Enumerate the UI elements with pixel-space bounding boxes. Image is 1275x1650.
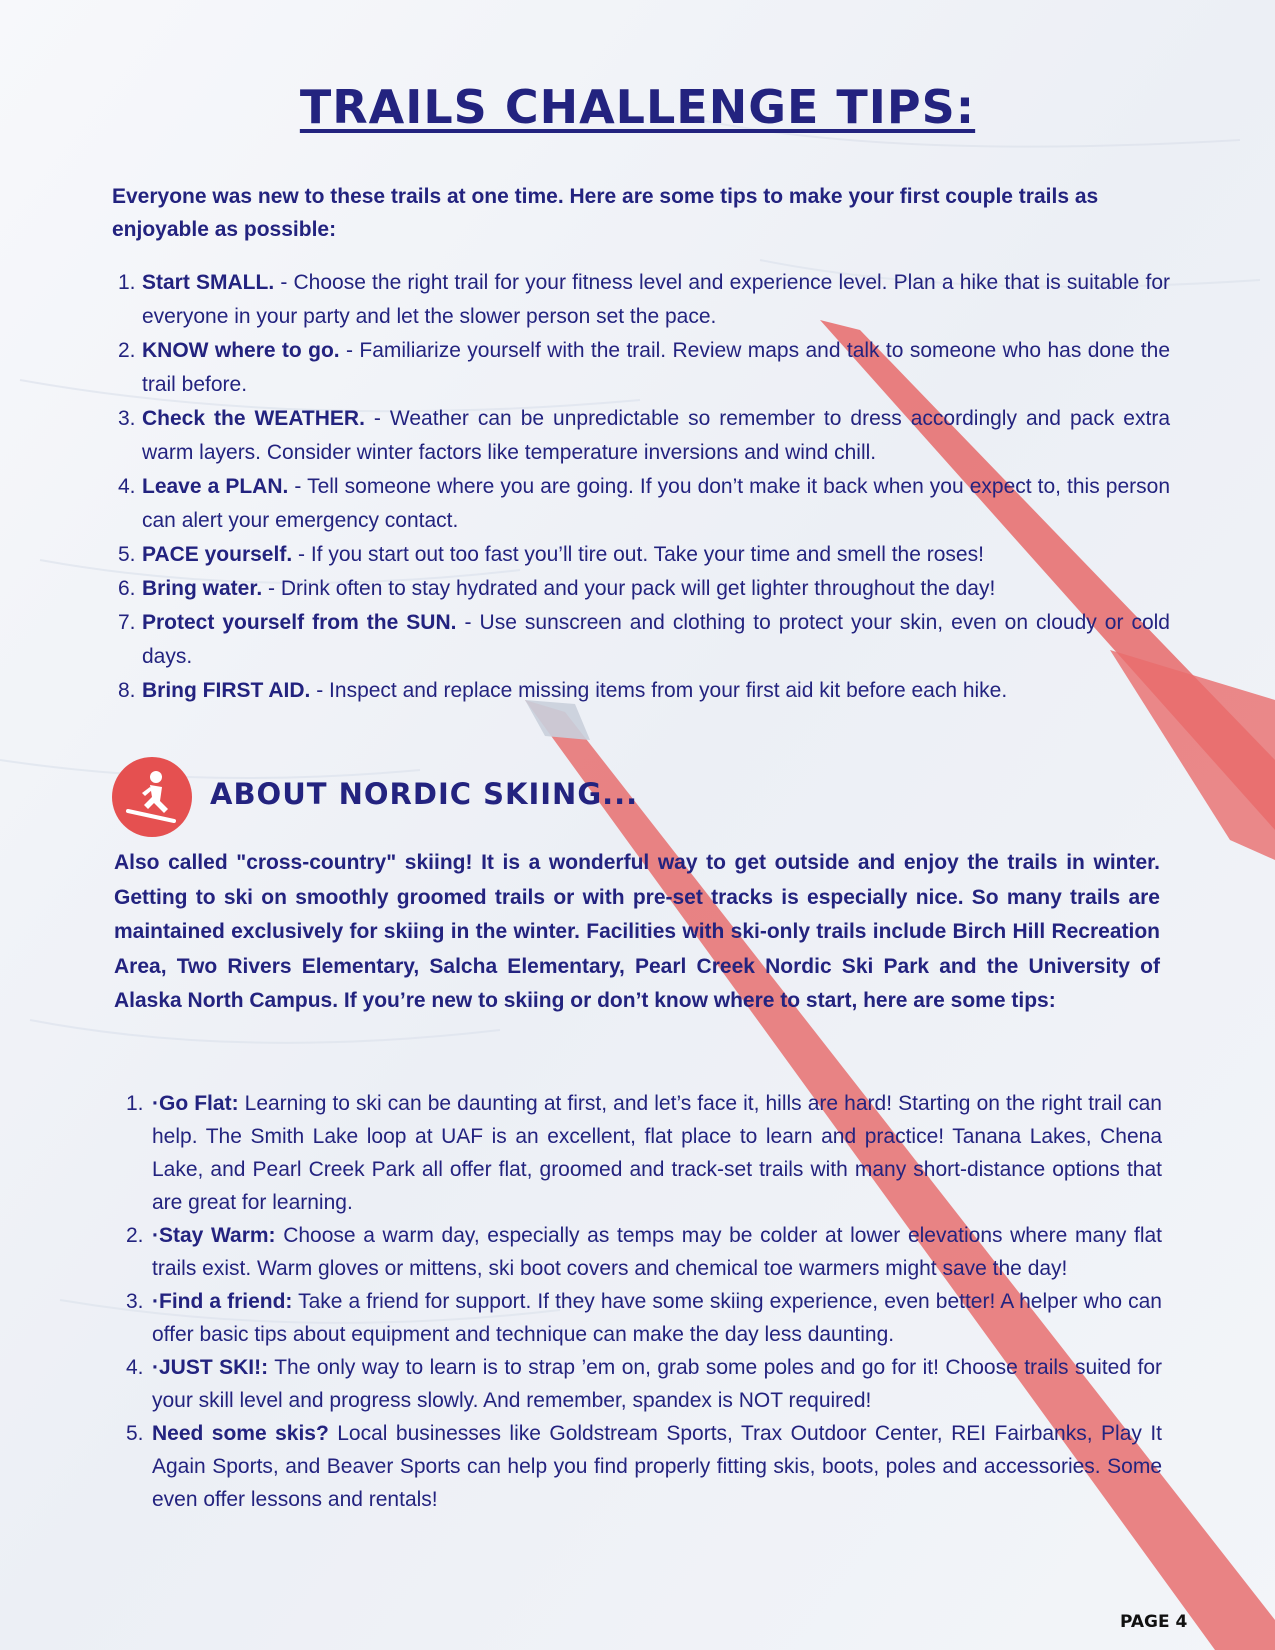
item-number: 2. [126, 1224, 144, 1247]
list-item [126, 1219, 1162, 1285]
trail-tips-list [118, 266, 1170, 708]
list-item [126, 1417, 1162, 1516]
item-text: - Inspect and replace missing items from your first aid kit before each hike. [310, 679, 1008, 702]
nordic-section-header [112, 757, 1012, 839]
item-heading: Leave a PLAN. [142, 475, 289, 498]
item-text: Choose a warm day, especially as temps may be colder at lower elevations where many flat trails exist. Warm gloves or mittens, ski boot covers and chemical toe warmers might save the day! [152, 1224, 1162, 1280]
list-item [126, 1285, 1162, 1351]
item-heading: KNOW where to go. [142, 339, 340, 362]
skier-icon [112, 757, 192, 837]
item-heading: Protect yourself from the SUN. [142, 611, 457, 634]
skier-badge [112, 757, 192, 837]
item-heading: ·Stay Warm: [152, 1224, 276, 1247]
item-number: 4. [126, 1356, 144, 1379]
list-item [126, 1351, 1162, 1417]
item-text: Local businesses like Goldstream Sports, Trax Outdoor Center, REI Fairbanks, Play It Again Sports, and Beaver Sports can help you find properly fitting skis, boots, poles and accessories. Some even offer lessons and rentals! [152, 1422, 1162, 1511]
item-text: Take a friend for support. If they have some skiing experience, even better! A helper who can offer basic tips about equipment and technique can make the day less daunting. [152, 1290, 1162, 1346]
item-heading: Bring FIRST AID. [142, 679, 311, 702]
item-number: 2. [118, 339, 136, 362]
item-number: 8. [118, 679, 136, 702]
about-text: Also called "cross-country" skiing! It is a wonderful way to get outside and enjoy the trails in winter. Getting to ski on smoothly groomed trails or with pre-set tracks is especially nice. So many trails are maintained exclusively for skiing in the winter. Facilities with ski-only trails include Birch Hill Recreation Area, Two Rivers Elementary, Salcha Elementary, Pearl Creek Nordic Ski Park and the University of Alaska North Campus. If you’re new to skiing or don’t know where to start, here are some tips: [114, 851, 1160, 1012]
page-title: TRAILS CHALLENGE TIPS: [299, 80, 976, 134]
list-item [118, 606, 1170, 674]
item-number: 5. [118, 543, 136, 566]
item-heading: Need some skis? [152, 1422, 329, 1445]
item-heading: Start SMALL. [142, 271, 275, 294]
item-text: - Familiarize yourself with the trail. Review maps and talk to someone who has done the trail before. [142, 339, 1171, 396]
item-text: - Use sunscreen and clothing to protect your skin, even on cloudy or cold days. [142, 611, 1170, 668]
list-item [118, 402, 1170, 470]
item-number: 3. [118, 407, 136, 430]
item-number: 3. [126, 1290, 144, 1313]
item-number: 7. [118, 611, 136, 634]
item-text: - Weather can be unpredictable so remember to dress accordingly and pack extra warm layers. Consider winter factors like temperature inversions and wind chill. [142, 407, 1170, 464]
item-text: - Drink often to stay hydrated and your pack will get lighter throughout the day! [262, 577, 996, 600]
section-title: ABOUT NORDIC SKIING... [210, 777, 639, 811]
item-number: 1. [118, 271, 136, 294]
list-item [118, 572, 1170, 606]
list-item [118, 538, 1170, 572]
item-heading: Check the WEATHER. [142, 407, 365, 430]
item-text: - Choose the right trail for your fitness level and experience level. Plan a hike that is suitable for everyone in your party and let the slower person set the pace. [142, 271, 1170, 328]
item-text: - If you start out too fast you’ll tire out. Take your time and smell the roses! [292, 543, 984, 566]
item-heading: ·Find a friend: [152, 1290, 293, 1313]
list-item [126, 1087, 1162, 1219]
item-heading: Bring water. [142, 577, 263, 600]
item-number: 5. [126, 1422, 144, 1445]
list-item [118, 674, 1170, 708]
ski-tips-list [126, 1087, 1162, 1516]
item-heading: ·JUST SKI!: [152, 1356, 269, 1379]
item-text: The only way to learn is to strap ’em on, grab some poles and go for it! Choose trails suited for your skill level and progress slowly. And remember, spandex is NOT required! [152, 1356, 1162, 1412]
item-number: 4. [118, 475, 136, 498]
item-number: 1. [126, 1092, 144, 1115]
intro-text: Everyone was new to these trails at one time. Here are some tips to make your first couple trails as enjoyable as possible: [112, 185, 1099, 241]
item-text: - Tell someone where you are going. If you don’t make it back when you expect to, this person can alert your emergency contact. [142, 475, 1170, 532]
item-text: Learning to ski can be daunting at first, and let’s face it, hills are hard! Starting on the right trail can help. The Smith Lake loop at UAF is an excellent, flat place to learn and practice! Tanana Lakes, Chena Lake, and Pearl Creek Park all offer flat, groomed and track-set trails with many short-distance options that are great for learning. [152, 1092, 1162, 1214]
item-heading: ·Go Flat: [152, 1092, 239, 1115]
item-number: 6. [118, 577, 136, 600]
item-heading: PACE yourself. [142, 543, 293, 566]
list-item [118, 470, 1170, 538]
page-number: PAGE 4 [1120, 1612, 1188, 1632]
list-item [118, 334, 1170, 402]
list-item [118, 266, 1170, 334]
